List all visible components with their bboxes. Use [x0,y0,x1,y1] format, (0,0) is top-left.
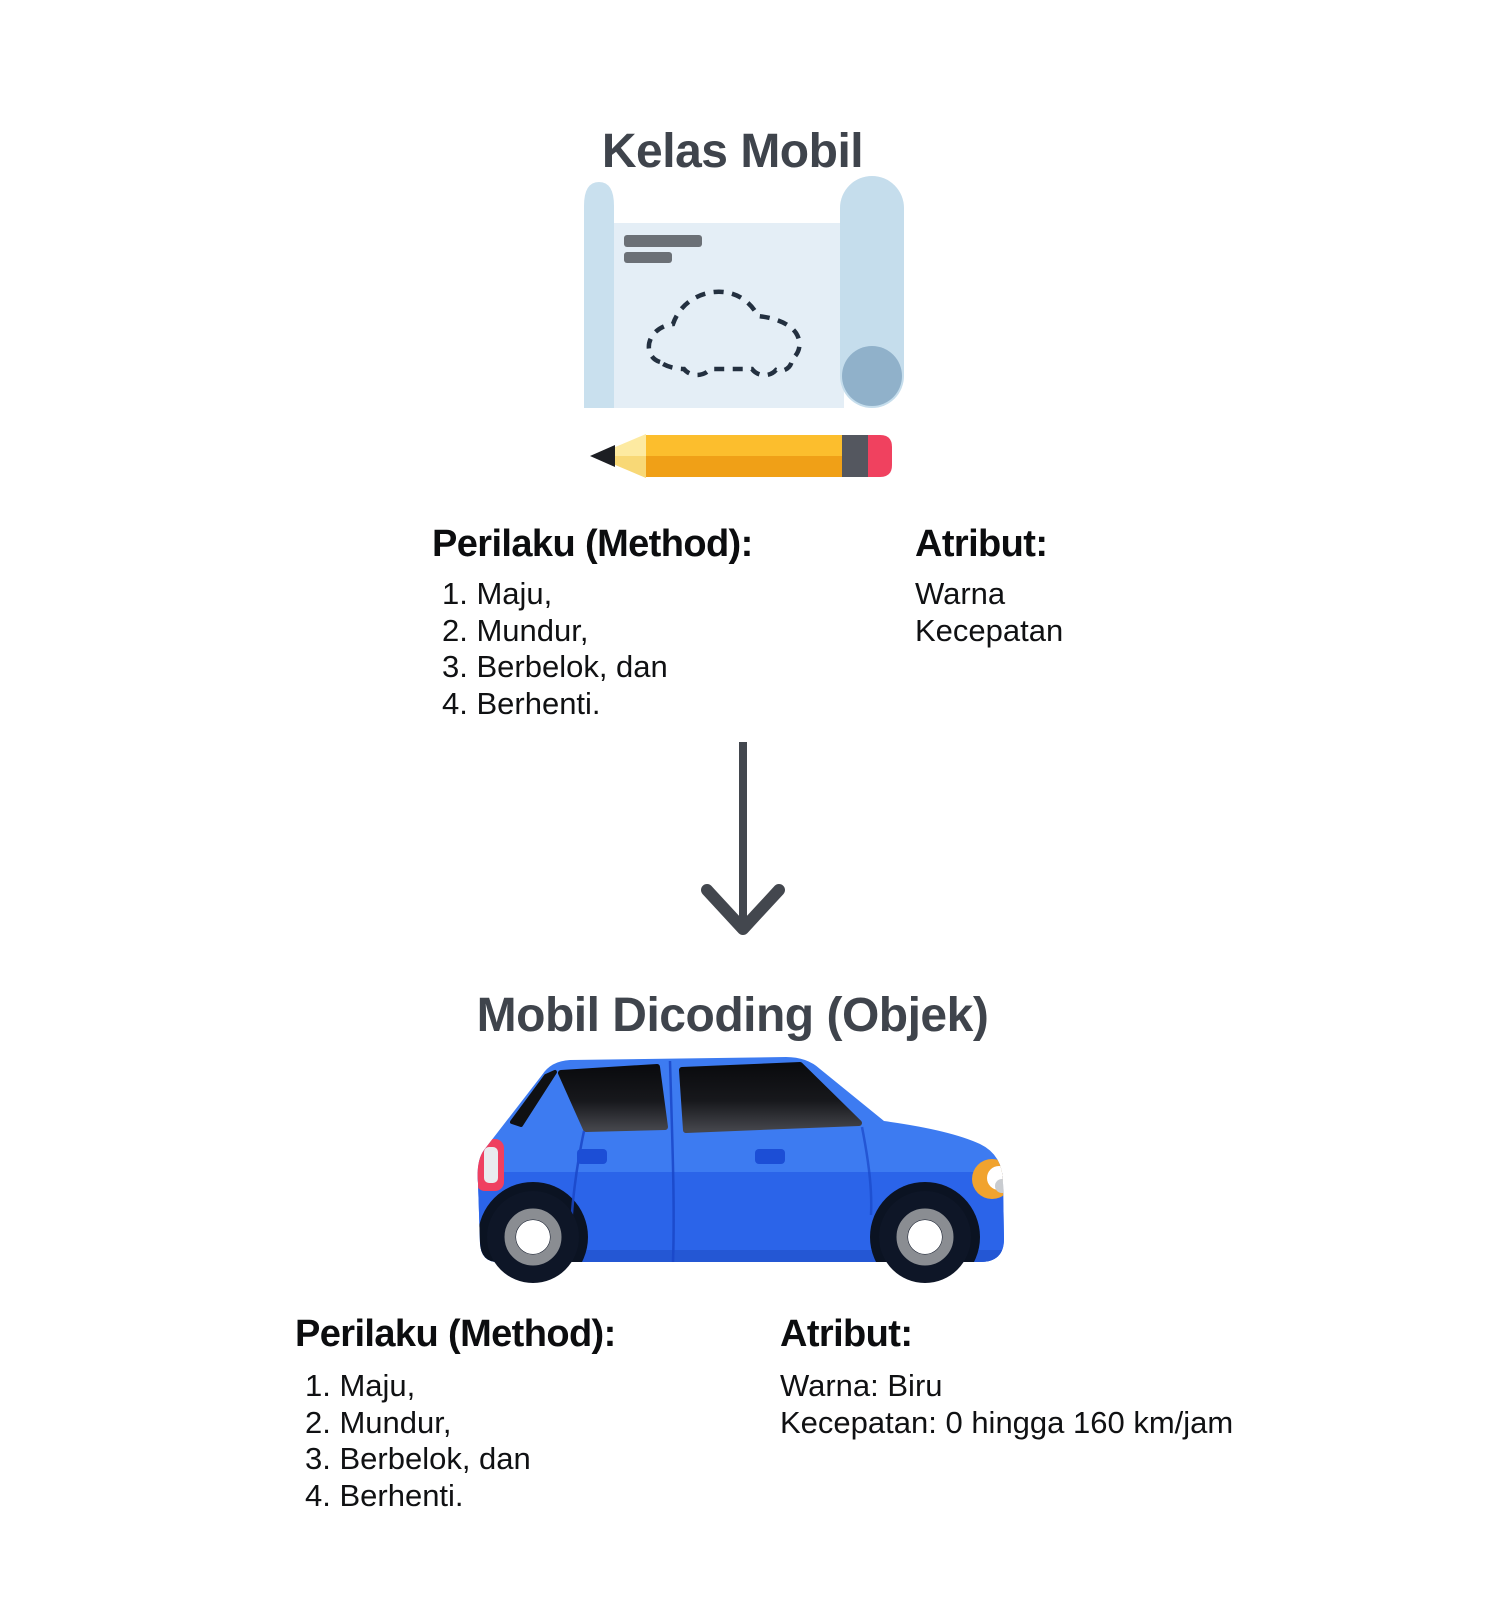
method-item: 3. Berbelok, dan [442,649,668,684]
attributes-heading: Atribut: [915,523,1048,565]
method-item: 4. Berhenti. [442,685,601,721]
pencil-body-top [646,435,842,456]
object-methods-column [295,1312,616,1514]
methods-heading: Perilaku (Method): [432,523,753,565]
blueprint-text-bar [624,235,702,247]
blueprint-left-roll [584,182,614,408]
class-methods-column [432,522,753,722]
method-item: 2. Mundur, [442,612,589,648]
class-title: Kelas Mobil [601,125,864,179]
class-attributes-column [915,522,1063,649]
object-title: Mobil Dicoding (Objek) [476,988,989,1042]
attributes-heading: Atribut: [780,1313,913,1355]
method-item: 3. Berbelok, dan [305,1441,531,1476]
attribute-item: Kecepatan: 0 hingga 160 km/jam [780,1404,1234,1440]
method-item: 1. Maju, [442,576,553,611]
door-handle [755,1149,785,1164]
methods-list [432,576,753,722]
blueprint-roll-end [842,346,902,406]
attribute-item: Warna: Biru [780,1368,943,1403]
blue-car-icon [458,1043,1006,1285]
method-item: 4. Berhenti. [305,1477,464,1513]
pencil-ferrule [842,435,868,477]
method-item: 1. Maju, [305,1368,416,1403]
attribute-item: Kecepatan [915,612,1064,648]
object-attributes-column [780,1312,1233,1441]
method-item: 2. Mundur, [305,1404,452,1440]
front-window [682,1065,859,1130]
rear-wheel [487,1191,579,1283]
pencil-body-bottom [646,456,842,477]
attribute-item: Warna [915,576,1006,611]
methods-list [295,1368,616,1514]
attributes-list [915,576,1063,649]
methods-heading: Perilaku (Method): [295,1313,616,1355]
blueprint-paper [614,223,844,408]
front-wheel [879,1191,971,1283]
attributes-list [780,1368,1233,1441]
down-arrow-icon [695,740,791,940]
blueprint-text-bar [624,252,672,263]
pencil-tip [590,445,615,467]
door-handle [577,1149,607,1164]
pencil-eraser [868,435,892,477]
pencil-icon [584,426,896,480]
blueprint-icon [578,170,908,410]
taillight-lens [484,1147,498,1183]
